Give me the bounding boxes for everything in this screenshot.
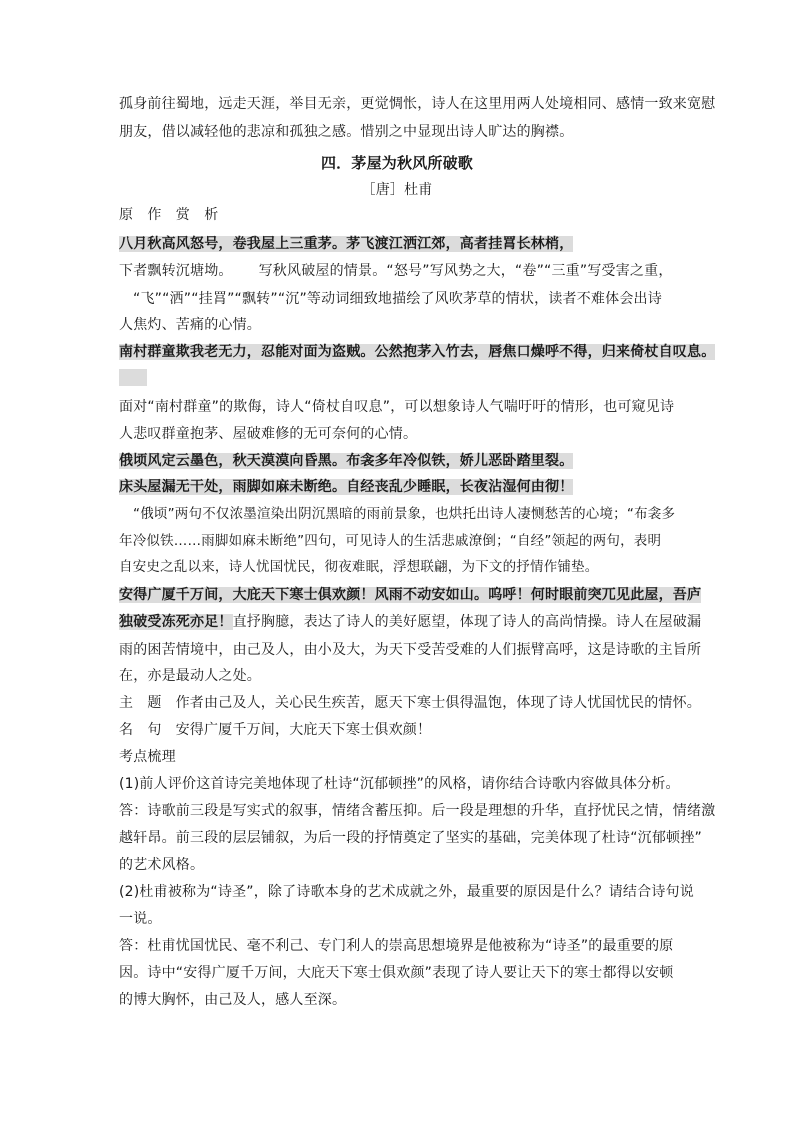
stanza4-verse-1: [119, 585, 701, 605]
stanza3-verse-2-text: 床头屋漏无干处，雨脚如麻未断绝。自经丧乱少睡眠，长夜沾湿何由彻！: [119, 479, 574, 495]
highlight-block: [119, 369, 147, 386]
stanza4-verse-2-note: 直抒胸臆，表达了诗人的美好愿望，体现了诗人的高尚情操。诗人在屋破漏: [232, 614, 702, 630]
stanza4-note-3: 在，亦是最动人之处。: [119, 668, 261, 684]
exam-answer-2-line-3: 的博大胸怀，由己及人，感人至深。: [119, 992, 347, 1008]
stanza1-verse: [119, 234, 573, 254]
poem-author: ［唐］杜甫: [361, 182, 433, 198]
stanza1-note-2: “飞”“洒”“挂罥”“飘转”“沉”等动词细致地描绘了风吹茅草的情状，读者不难体会出诗: [133, 291, 662, 307]
stanza1-verse-text: 八月秋高风怒号，卷我屋上三重茅。茅飞渡江洒江郊，高者挂罥长林梢，: [119, 236, 574, 252]
stanza1-verse-cont: 下者飘转沉塘坳。: [119, 263, 233, 279]
exam-question-2-line-1: (2)杜甫被称为“诗圣”，除了诗歌本身的艺术成就之外，最重要的原因是什么？请结合诗句说: [119, 884, 694, 900]
stanza1-note-1: 写秋风破屋的情景。“怒号”写风势之大，“卷”“三重”写受害之重，: [258, 263, 673, 279]
stanza2-note-1: 面对“南村群童”的欺侮，诗人“倚杖自叹息”，可以想象诗人气喘吁吁的情形，也可窥见诗: [119, 399, 675, 415]
intro-line-1: 孤身前往蜀地，远走天涯，举目无亲，更觉惆怅，诗人在这里用两人处境相同、感情一致来宽慰: [119, 96, 716, 112]
famous-label: 名 句: [119, 722, 162, 738]
famous-text: 安得广厦千万间，大庇天下寒士俱欢颜！: [175, 722, 432, 738]
exam-header: 考点梳理: [119, 749, 176, 765]
theme-text: 作者由己及人，关心民生疾苦，愿天下寒士俱得温饱，体现了诗人忧国忧民的情怀。: [175, 695, 702, 711]
stanza4-verse-2-bold: 独破受冻死亦足！: [119, 614, 233, 630]
section-header: 原 作 赏 析: [119, 207, 219, 223]
theme-label: 主 题: [119, 695, 162, 711]
exam-answer-2-line-2: 因。诗中“安得广厦千万间，大庇天下寒士俱欢颜”表现了诗人要让天下的寒士都得以安顿: [119, 965, 674, 981]
exam-answer-1-line-3: 的艺术风格。: [119, 857, 205, 873]
stanza4-note-2: 雨的困苦情境中，由己及人，由小及大，为天下受苦受难的人们振臂高呼，这是诗歌的主旨所: [119, 642, 702, 658]
stanza3-note-2: 年冷似铁……雨脚如麻未断绝”四句，可见诗人的生活悲戚潦倒；“自经”领起的两句，表明: [119, 533, 662, 549]
stanza4-line-2: [119, 612, 701, 632]
stanza4-verse-1-text: 安得广厦千万间，大庇天下寒士俱欢颜！风雨不动安如山。呜呼！何时眼前突兀见此屋，吾庐: [119, 587, 702, 603]
exam-answer-2-line-1: 答：杜甫忧国忧民、毫不利己、专门利人的崇高思想境界是他被称为“诗圣”的最重要的原: [119, 938, 674, 954]
exam-answer-1-line-1: 答：诗歌前三段是写实式的叙事，情绪含蓄压抑。后一段是理想的升华，直抒忧民之情，情绪激: [119, 803, 716, 819]
stanza3-verse-2: [119, 477, 573, 497]
stanza3-note-1: “俄顷”两句不仅浓墨渲染出阴沉黑暗的雨前景象，也烘托出诗人凄恻愁苦的心境；“布衾多: [133, 506, 676, 522]
stanza1-note-3: 人焦灼、苦痛的心情。: [119, 317, 261, 333]
famous-row: [119, 720, 431, 740]
stanza3-note-3: 自安史之乱以来，诗人忧国忧民，彻夜难眠，浮想联翩，为下文的抒情作铺垫。: [119, 559, 599, 575]
intro-line-2: 朋友，借以减轻他的悲凉和孤独之感。惜别之中显现出诗人旷达的胸襟。: [119, 124, 574, 140]
stanza3-verse-1-text: 俄顷风定云墨色，秋天漠漠向昏黑。布衾多年冷似铁，娇儿恶卧踏里裂。: [119, 453, 574, 469]
stanza2-note-2: 人悲叹群童抱茅、屋破难修的无可奈何的心情。: [119, 426, 418, 442]
exam-answer-1-line-2: 越轩昂。前三段的层层铺叙，为后一段的抒情奠定了坚实的基础，完美体现了杜诗“沉郁顿挫”: [119, 830, 702, 846]
stanza3-verse-1: [119, 451, 573, 471]
exam-question-2-line-2: 一说。: [119, 911, 162, 927]
poem-title: 四．茅屋为秋风所破歌: [320, 154, 473, 172]
stanza2-verse-text: 南村群童欺我老无力，忍能对面为盗贼。公然抱茅入竹去，唇焦口燥呼不得，归来倚杖自叹息。: [119, 344, 716, 360]
stanza2-verse: [119, 342, 715, 362]
stanza1-line-2: [119, 261, 673, 281]
theme-row: [119, 693, 701, 713]
exam-question-1: (1)前人评价这首诗完美地体现了杜诗“沉郁顿挫”的风格，请你结合诗歌内容做具体分析。: [119, 776, 680, 792]
